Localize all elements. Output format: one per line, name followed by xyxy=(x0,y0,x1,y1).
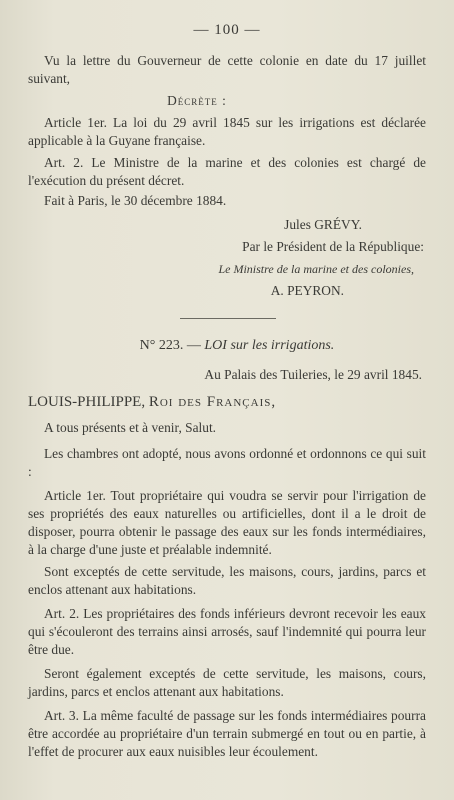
law-heading xyxy=(28,338,426,354)
decree-article-1: Article 1er. La loi du 29 avril 1845 sur les irrigations est déclarée applicable à la Guyane française. xyxy=(28,115,426,148)
salut-line: A tous présents et à venir, Salut. xyxy=(44,420,217,435)
king-title: Roi des Français, xyxy=(148,394,277,410)
king-name: LOUIS-PHILIPPE, xyxy=(28,394,146,410)
decree-date: Fait à Paris, le 30 décembre 1884. xyxy=(44,193,227,208)
law-dash: — xyxy=(186,338,201,353)
king-line xyxy=(28,394,426,411)
law-exceptions-2: Seront également exceptés de cette servitude, les maisons, cours, jardins, parcs et enclos attenant aux habitations. xyxy=(28,666,426,699)
law-article-2: Art. 2. Les propriétaires des fonds inférieurs devront recevoir les eaux qui s'écouleront des terrains ainsi arrosés, sauf l'indemnité qui pourra leur être due. xyxy=(28,606,426,657)
law-exceptions-1: Sont exceptés de cette servitude, les maisons, cours, jardins, parcs et enclos attenant aux habitations. xyxy=(28,564,426,597)
chambres-paragraph: Les chambres ont adopté, nous avons ordonné et ordonnons ce qui suit : xyxy=(28,446,426,479)
law-title: LOI sur les irrigations. xyxy=(204,338,335,353)
decree-article-2: Art. 2. Le Ministre de la marine et des colonies est chargé de l'exécution du présent décret. xyxy=(28,155,426,188)
vu-paragraph: Vu la lettre du Gouverneur de cette colonie en date du 17 juillet suivant, xyxy=(28,53,426,86)
signature-minister: A. PEYRON. xyxy=(270,283,344,298)
decrete-heading: Décrète : xyxy=(167,93,227,108)
signature-president: Jules GRÉVY. xyxy=(284,217,362,232)
page-number: — 100 — xyxy=(193,22,261,38)
law-article-1: Article 1er. Tout propriétaire qui voudra se servir pour l'irrigation de ses propriétés des eaux naturelles ou artificielles, dont il a le droit de disposer, pourra obtenir le passage des eaux sur les fonds intermédiaires, à la charge d'une juste et préalable indemnité. xyxy=(28,488,426,557)
section-divider xyxy=(180,318,276,319)
minister-title: Le Ministre de la marine et des colonies, xyxy=(218,262,414,276)
law-block xyxy=(28,338,426,761)
law-number: N° 223. xyxy=(139,338,184,353)
par-le-president: Par le Président de la République: xyxy=(242,239,424,254)
palais-date: Au Palais des Tuileries, le 29 avril 1845. xyxy=(204,367,422,382)
decree-block xyxy=(28,52,426,300)
law-article-3: Art. 3. La même faculté de passage sur les fonds intermédiaires pourra être accordée au propriétaire d'un terrain submergé en tout ou en partie, à l'effet de procurer aux eaux nuisibles leur écoulement. xyxy=(28,708,426,759)
